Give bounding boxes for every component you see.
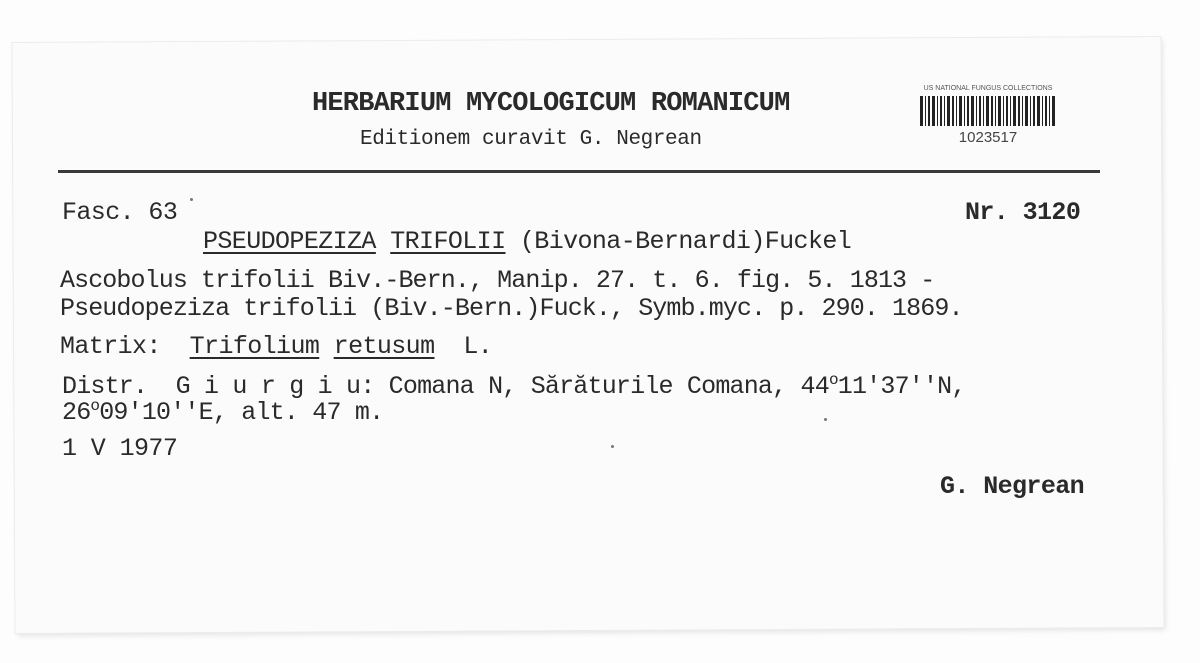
paper-speck — [611, 445, 614, 448]
herbarium-title: HERBARIUM MYCOLOGICUM ROMANICUM — [312, 89, 790, 119]
longitude-rest: 09'10''E, alt. 47 m. — [99, 398, 384, 427]
distribution-label: Distr. — [62, 372, 148, 401]
exsiccata-number: Nr. 3120 — [965, 198, 1081, 227]
paper-speck — [190, 198, 193, 201]
editor-line: Editionem curavit G. Negrean — [360, 128, 702, 151]
county-name: G i u r g i u: — [175, 372, 375, 401]
synonym-line: Ascobolus trifolii Biv.-Bern., Manip. 27. t. 6. fig. 5. 1813 - — [60, 266, 935, 295]
header-divider — [58, 170, 1100, 173]
collector-name: G. Negrean — [940, 472, 1085, 501]
distribution-line-2 — [62, 397, 384, 427]
latitude-rest: 11'37''N, — [837, 372, 966, 401]
barcode-image — [920, 96, 1056, 126]
matrix-line — [60, 334, 492, 359]
synonym-line: Pseudopeziza trifolii (Biv.-Bern.)Fuck., Symb.myc. p. 290. 1869. — [60, 294, 963, 323]
latitude-degrees: 44 — [800, 372, 829, 401]
barcode-number: 1023517 — [958, 129, 1018, 146]
species-name — [203, 229, 851, 254]
longitude-degrees: 26 — [62, 398, 91, 427]
distribution-line — [62, 371, 966, 401]
paper-speck — [824, 418, 827, 421]
matrix-label: Matrix: — [60, 332, 161, 361]
host-epithet: retusum — [333, 332, 435, 361]
collection-date: 1 V 1977 — [62, 434, 178, 463]
host-genus: Trifolium — [189, 332, 320, 361]
locality-name: Comana N, Sărăturile Comana, — [388, 372, 787, 401]
species-genus: PSEUDOPEZIZA — [203, 227, 376, 256]
barcode-caption: US NATIONAL FUNGUS COLLECTIONS — [923, 85, 1053, 92]
fascicle-number: Fasc. 63 — [62, 198, 178, 227]
host-authority: L. — [463, 332, 493, 361]
degree-sign-icon: o — [90, 397, 100, 415]
species-epithet: TRIFOLII — [390, 227, 506, 256]
barcode-sticker — [918, 85, 1058, 149]
degree-sign-icon: o — [828, 371, 838, 389]
species-authority: (Bivona-Bernardi)Fuckel — [519, 227, 852, 256]
